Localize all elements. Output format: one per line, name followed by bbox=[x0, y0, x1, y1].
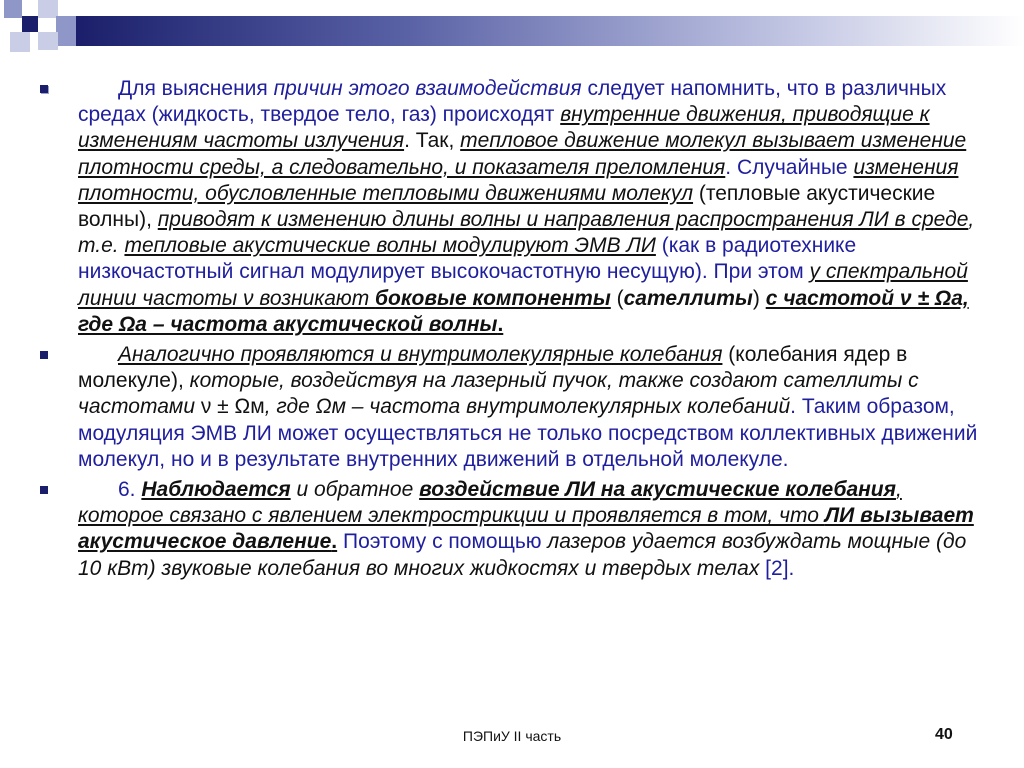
text-segment: которые, воздействуя на лазерный пучок, также создают сателлиты с частотами bbox=[78, 369, 919, 419]
text-segment: . bbox=[331, 530, 338, 554]
text-segment: , где Ωм – частота внутримолекулярных колебаний bbox=[264, 395, 791, 419]
text-segment: Наблюдается bbox=[141, 478, 291, 502]
text-segment: . Случайные bbox=[725, 155, 854, 179]
text-segment: . bbox=[497, 312, 504, 336]
text-segment: приводят к изменению длины волны и направления распространения ЛИ в среде bbox=[157, 208, 969, 232]
text-segment: ( bbox=[610, 286, 624, 310]
text-segment: Аналогично проявляются и внутримолекулярные колебания bbox=[118, 343, 723, 367]
text-segment: ν ± Ωм bbox=[200, 395, 265, 419]
text-segment: . Так, bbox=[404, 129, 461, 153]
text-segment: 6. bbox=[118, 478, 142, 502]
deco-square bbox=[56, 16, 76, 46]
text-segment: боковые компоненты bbox=[375, 286, 611, 310]
footer-course-title: ПЭПиУ II часть bbox=[462, 728, 562, 744]
deco-square bbox=[38, 0, 58, 18]
text-segment: ЛИ вызывает акустическое давление bbox=[78, 504, 974, 554]
bullet-paragraph-2 bbox=[40, 342, 980, 473]
text-segment: Для выяснения bbox=[118, 77, 274, 100]
text-segment: ) bbox=[752, 286, 766, 310]
paragraph-text bbox=[78, 342, 980, 473]
text-segment: внутренние движения, приводящие к изменениям частоты излучения bbox=[78, 103, 930, 153]
deco-square bbox=[22, 16, 38, 32]
header-decoration bbox=[0, 0, 1024, 62]
deco-square bbox=[10, 32, 30, 52]
text-segment: [2]. bbox=[759, 556, 795, 580]
text-segment: , т.е. bbox=[78, 208, 975, 258]
text-segment: тепловые акустические волны модулируют ЭМВ ЛИ bbox=[124, 234, 656, 258]
slide-body bbox=[40, 76, 980, 586]
text-segment: . Таким образом, модуляция ЭМВ ЛИ может осуществляться не только посредством коллективных движений молекул, но и в результате внутренних движений в отдельной молекуле. bbox=[78, 395, 978, 471]
text-segment: тепловое движение молекул вызывает изменение плотности среды, а следовательно, и показателя преломления bbox=[78, 129, 967, 179]
text-segment: следует напомнить, что в различных средах (жидкость, твердое тело, газ) происходят bbox=[78, 77, 947, 127]
text-segment: , которое связано с явлением электрострикции и проявляется в том, что bbox=[78, 478, 902, 528]
square-bullet-icon bbox=[40, 351, 48, 359]
text-segment: с частотой ν ± Ωа, где Ωа – частота акустической волны bbox=[78, 286, 969, 336]
text-segment: причин этого взаимодействия bbox=[273, 77, 582, 100]
square-bullet-icon bbox=[40, 85, 48, 93]
text-segment: (тепловые акустические волны), bbox=[78, 181, 936, 232]
text-segment: (колебания ядер в молекуле), bbox=[78, 343, 908, 393]
paragraph-text bbox=[78, 477, 980, 582]
text-segment: (как в радиотехнике низкочастотный сигнал модулирует высокочастотную несущую). При этом bbox=[78, 234, 857, 284]
text-segment: изменения плотности, обусловленные тепловыми движениями молекул bbox=[78, 155, 959, 205]
text-segment: Поэтому с помощью bbox=[337, 530, 548, 554]
deco-square bbox=[4, 0, 22, 18]
page-number: 40 bbox=[935, 726, 953, 743]
text-segment: сателлиты bbox=[623, 286, 753, 310]
header-gradient-bar bbox=[76, 16, 1024, 46]
square-bullet-icon bbox=[40, 486, 48, 494]
bullet-paragraph-1 bbox=[40, 76, 980, 338]
text-segment: и обратное bbox=[290, 478, 420, 502]
text-segment: воздействие ЛИ на акустические колебания bbox=[419, 478, 896, 502]
paragraph-text bbox=[78, 76, 980, 338]
bullet-paragraph-3 bbox=[40, 477, 980, 582]
text-segment: у спектральной линии частоты ν возникают bbox=[78, 260, 968, 310]
deco-square bbox=[38, 32, 58, 50]
text-segment: лазеров удается возбуждать мощные (до 10 кВт) звуковые колебания во многих жидкостях и твердых телах bbox=[78, 530, 967, 580]
